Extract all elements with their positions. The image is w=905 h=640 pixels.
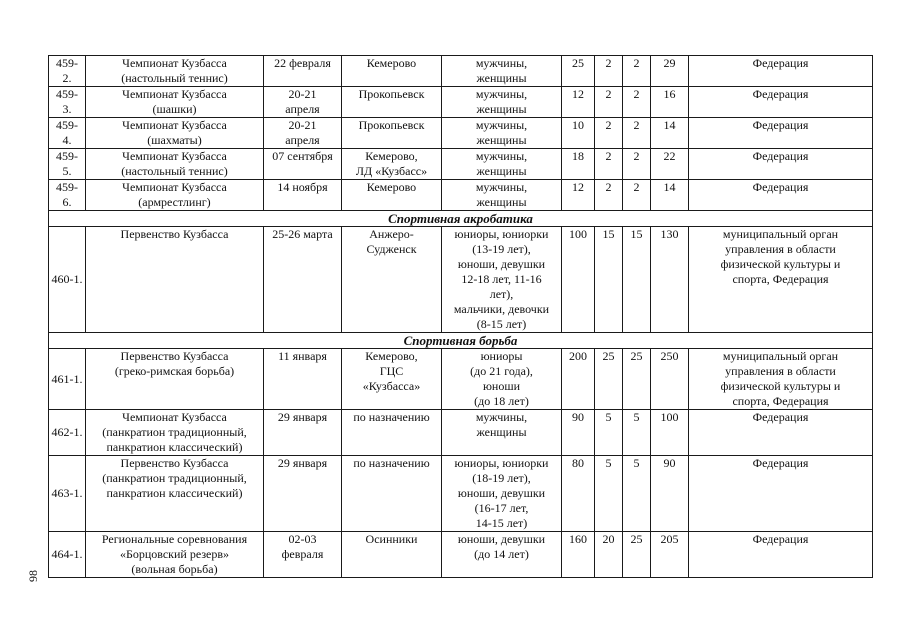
judges-count-cell: 2 [623,56,651,87]
table-row [49,149,873,180]
row-number-cell: 459- 5. [49,149,86,180]
athletes-count-cell: 80 [562,456,595,532]
event-place-cell: Осинники [342,532,442,578]
page-number: 98 [26,570,40,582]
event-place-cell: по назначению [342,410,442,456]
participants-cell: мужчины, женщины [442,410,562,456]
coaches-count-cell: 2 [595,118,623,149]
judges-count-cell: 15 [623,227,651,333]
event-place-cell: Прокопьевск [342,118,442,149]
coaches-count-cell: 2 [595,56,623,87]
row-number-cell: 461-1. [49,349,86,410]
table-row [49,227,873,333]
organizer-cell: Федерация [689,87,873,118]
coaches-count-cell: 15 [595,227,623,333]
coaches-count-cell: 2 [595,87,623,118]
coaches-count-cell: 2 [595,180,623,211]
organizer-cell: Федерация [689,149,873,180]
event-name-cell: Чемпионат Кузбасса (панкратион традиционный, панкратион классический) [86,410,264,456]
event-name-cell: Чемпионат Кузбасса (настольный теннис) [86,149,264,180]
event-name-cell: Чемпионат Кузбасса (шашки) [86,87,264,118]
participants-cell: юниоры, юниорки (13-19 лет), юноши, девушки 12-18 лет, 11-16 лет), мальчики, девочки (8-15 лет) [442,227,562,333]
event-date-cell: 22 февраля [264,56,342,87]
event-date-cell: 29 января [264,410,342,456]
event-name-cell: Первенство Кузбасса (панкратион традиционный, панкратион классический) [86,456,264,532]
organizer-cell: Федерация [689,118,873,149]
event-name-cell: Чемпионат Кузбасса (армрестлинг) [86,180,264,211]
participants-cell: юноши, девушки (до 14 лет) [442,532,562,578]
total-count-cell: 14 [651,180,689,211]
participants-cell: мужчины, женщины [442,87,562,118]
total-count-cell: 22 [651,149,689,180]
judges-count-cell: 5 [623,410,651,456]
athletes-count-cell: 18 [562,149,595,180]
total-count-cell: 90 [651,456,689,532]
row-number-cell: 462-1. [49,410,86,456]
event-date-cell: 07 сентября [264,149,342,180]
event-date-cell: 20-21 апреля [264,87,342,118]
section-heading-row [49,211,873,227]
row-number-cell: 463-1. [49,456,86,532]
event-place-cell: Кемерово [342,56,442,87]
event-date-cell: 14 ноября [264,180,342,211]
table-row [49,118,873,149]
judges-count-cell: 2 [623,149,651,180]
coaches-count-cell: 20 [595,532,623,578]
athletes-count-cell: 200 [562,349,595,410]
participants-cell: юниоры, юниорки (18-19 лет), юноши, девушки (16-17 лет, 14-15 лет) [442,456,562,532]
table-row [49,180,873,211]
event-place-cell: Кемерово [342,180,442,211]
event-place-cell: Кемерово, ЛД «Кузбасс» [342,149,442,180]
table-row [49,87,873,118]
event-date-cell: 20-21 апреля [264,118,342,149]
row-number-cell: 460-1. [49,227,86,333]
event-place-cell: Кемерово, ГЦС «Кузбасса» [342,349,442,410]
event-date-cell: 29 января [264,456,342,532]
event-date-cell: 02-03 февраля [264,532,342,578]
judges-count-cell: 2 [623,118,651,149]
participants-cell: мужчины, женщины [442,180,562,211]
athletes-count-cell: 90 [562,410,595,456]
organizer-cell: Федерация [689,180,873,211]
judges-count-cell: 2 [623,180,651,211]
judges-count-cell: 5 [623,456,651,532]
participants-cell: мужчины, женщины [442,56,562,87]
table-row [49,456,873,532]
event-place-cell: Анжеро- Судженск [342,227,442,333]
coaches-count-cell: 25 [595,349,623,410]
event-place-cell: Прокопьевск [342,87,442,118]
total-count-cell: 250 [651,349,689,410]
organizer-cell: муниципальный орган управления в области физической культуры и спорта, Федерация [689,227,873,333]
total-count-cell: 205 [651,532,689,578]
athletes-count-cell: 10 [562,118,595,149]
organizer-cell: Федерация [689,456,873,532]
organizer-cell: муниципальный орган управления в области физической культуры и спорта, Федерация [689,349,873,410]
organizer-cell: Федерация [689,410,873,456]
coaches-count-cell: 5 [595,456,623,532]
judges-count-cell: 25 [623,532,651,578]
coaches-count-cell: 5 [595,410,623,456]
table-row [49,56,873,87]
athletes-count-cell: 100 [562,227,595,333]
athletes-count-cell: 25 [562,56,595,87]
section-title: Спортивная борьба [49,333,873,349]
section-title: Спортивная акробатика [49,211,873,227]
total-count-cell: 16 [651,87,689,118]
table-row [49,410,873,456]
table-row [49,349,873,410]
organizer-cell: Федерация [689,532,873,578]
row-number-cell: 459- 4. [49,118,86,149]
event-name-cell: Чемпионат Кузбасса (настольный теннис) [86,56,264,87]
event-place-cell: по назначению [342,456,442,532]
participants-cell: мужчины, женщины [442,149,562,180]
event-name-cell: Первенство Кузбасса [86,227,264,333]
event-date-cell: 11 января [264,349,342,410]
event-name-cell: Региональные соревнования «Борцовский резерв» (вольная борьба) [86,532,264,578]
participants-cell: мужчины, женщины [442,118,562,149]
total-count-cell: 100 [651,410,689,456]
table-row [49,532,873,578]
athletes-count-cell: 12 [562,180,595,211]
table-body [49,56,873,578]
section-heading-row [49,333,873,349]
total-count-cell: 29 [651,56,689,87]
competition-schedule-table [48,55,873,578]
row-number-cell: 464-1. [49,532,86,578]
row-number-cell: 459- 3. [49,87,86,118]
total-count-cell: 14 [651,118,689,149]
row-number-cell: 459- 6. [49,180,86,211]
judges-count-cell: 25 [623,349,651,410]
athletes-count-cell: 160 [562,532,595,578]
event-date-cell: 25-26 марта [264,227,342,333]
event-name-cell: Чемпионат Кузбасса (шахматы) [86,118,264,149]
event-name-cell: Первенство Кузбасса (греко-римская борьба) [86,349,264,410]
judges-count-cell: 2 [623,87,651,118]
row-number-cell: 459- 2. [49,56,86,87]
coaches-count-cell: 2 [595,149,623,180]
participants-cell: юниоры (до 21 года), юноши (до 18 лет) [442,349,562,410]
athletes-count-cell: 12 [562,87,595,118]
total-count-cell: 130 [651,227,689,333]
organizer-cell: Федерация [689,56,873,87]
